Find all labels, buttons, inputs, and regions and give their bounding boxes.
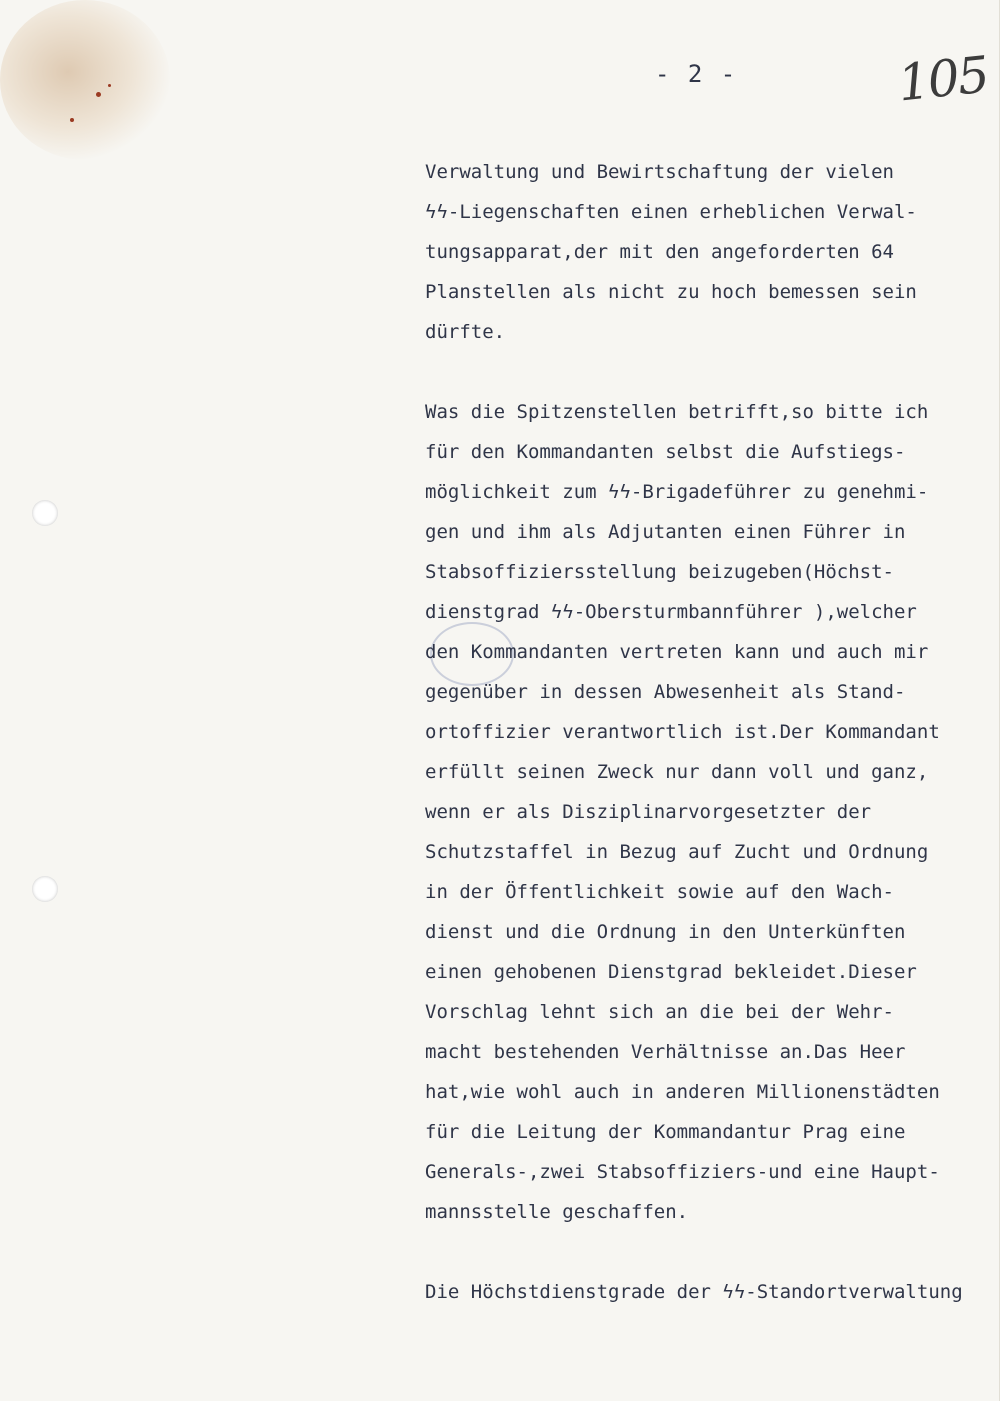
text-line: möglichkeit zum ϟϟ-Brigadeführer zu genehmi-	[425, 481, 929, 503]
text-line: wenn er als Disziplinarvorgesetzter der	[425, 801, 872, 823]
paragraph	[425, 392, 990, 1232]
text-line: dürfte.	[425, 321, 506, 343]
paragraph	[425, 1272, 990, 1312]
punch-hole-bottom	[32, 876, 58, 902]
text-line: Was die Spitzenstellen betrifft,so bitte ich	[425, 401, 929, 423]
paragraph-gap	[425, 1232, 990, 1272]
stain-spot	[96, 92, 101, 97]
text-line: ϟϟ-Liegenschaften einen erheblichen Verwal-	[425, 201, 917, 223]
page-number: - 2 -	[655, 60, 738, 88]
text-line: einen gehobenen Dienstgrad bekleidet.Dieser	[425, 961, 917, 983]
text-line: Verwaltung und Bewirtschaftung der vielen	[425, 161, 894, 183]
text-line: erfüllt seinen Zweck nur dann voll und ganz,	[425, 761, 929, 783]
text-line: Vorschlag lehnt sich an die bei der Wehr-	[425, 1001, 894, 1023]
stain-spot	[70, 118, 74, 122]
stain-spot	[108, 84, 111, 87]
paragraph-gap	[425, 352, 990, 392]
text-line: Generals-,zwei Stabsoffiziers-und eine Haupt-	[425, 1161, 940, 1183]
age-stain	[0, 0, 170, 160]
punch-hole-top	[32, 500, 58, 526]
handwritten-folio-number: 105	[895, 45, 991, 113]
text-line: ortoffizier verantwortlich ist.Der Kommandant	[425, 721, 940, 743]
text-line: tungsapparat,der mit den angeforderten 64	[425, 241, 894, 263]
text-line: gegenüber in dessen Abwesenheit als Stand-	[425, 681, 906, 703]
text-line: für den Kommandanten selbst die Aufstiegs-	[425, 441, 906, 463]
text-line: Schutzstaffel in Bezug auf Zucht und Ordnung	[425, 841, 929, 863]
text-line: macht bestehenden Verhältnisse an.Das Heer	[425, 1041, 906, 1063]
text-line: mannsstelle geschaffen.	[425, 1201, 689, 1223]
text-line: hat,wie wohl auch in anderen Millionenstädten	[425, 1081, 940, 1103]
text-line: in der Öffentlichkeit sowie auf den Wach-	[425, 881, 894, 903]
text-line: gen und ihm als Adjutanten einen Führer in	[425, 521, 906, 543]
text-line: dienstgrad ϟϟ-Obersturmbannführer ),welcher	[425, 601, 917, 623]
text-line: Planstellen als nicht zu hoch bemessen sein	[425, 281, 917, 303]
paragraph	[425, 152, 990, 352]
text-line: für die Leitung der Kommandantur Prag eine	[425, 1121, 906, 1143]
typed-body-text	[425, 152, 990, 1312]
text-line: Stabsoffiziersstellung beizugeben(Höchst-	[425, 561, 894, 583]
text-line: Die Höchstdienstgrade der ϟϟ-Standortverwaltung	[425, 1281, 963, 1303]
text-line: dienst und die Ordnung in den Unterkünften	[425, 921, 906, 943]
text-line: den Kommandanten vertreten kann und auch mir	[425, 641, 929, 663]
